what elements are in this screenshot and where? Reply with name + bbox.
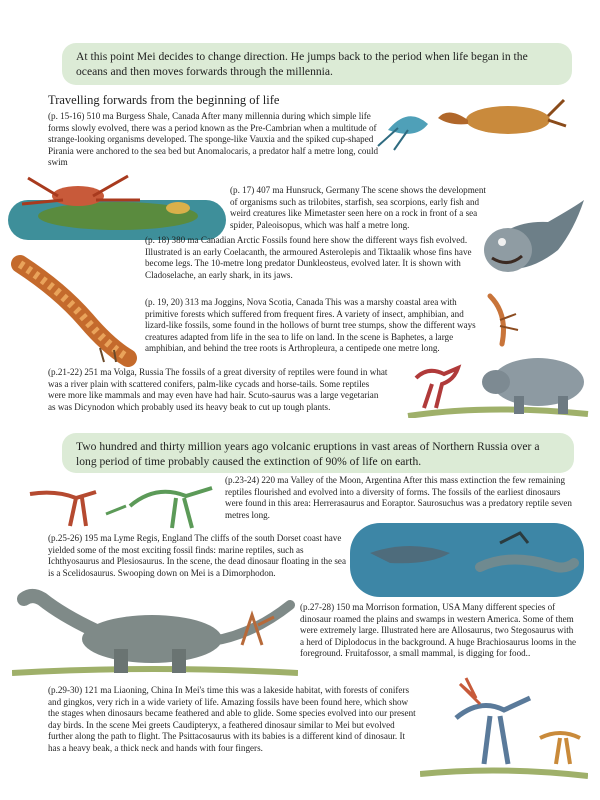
entry-p25-26: (p.25-26) 195 ma Lyme Regis, England The cliffs of the south Dorset coast have yielded some of the most exciting fossil finds: marine reptiles, such as Ichthyosaurus and Plesiosaurus. In the scene, the dead dinosaur floating in the sea is a Scelidosaurus. Swooping down on Mei is a Dimorphodon. (48, 533, 346, 578)
section-heading: Travelling forwards from the beginning of life (48, 93, 280, 107)
entry-p15-16: (p. 15-16) 510 ma Burgess Shale, Canada After many millennia during which simple life forms slowly evolved, there was a period known as the Pre-Cambrian when a multitude of strange-looking organisms developed. The sponge-like Vauxia and the spiked cup-shaped Pirania were anchored to the sea bed but Anomalocaris, a predator half a metre long, could swim (48, 111, 379, 168)
sea-spider-illustration (8, 170, 226, 240)
arthropleura-illustration (4, 250, 140, 370)
entry-p23-24: (p.23-24) 220 ma Valley of the Moon, Argentina After this mass extinction the few remaining reptiles flourished and evolved into a diversity of forms. The fossils of the earliest dinosaurs were found in this area: Herrerasaurus and Eoraptor. Saurosuchus was a predatory reptile seven metres long. (225, 475, 572, 520)
entry-p21-22: (p.21-22) 251 ma Volga, Russia The fossils of a great diversity of reptiles were found in what was a river plain with scattered conifers, palm-like cycads and horse-tails. Some reptiles were more like mammals and may even have had hair. Scuto-saurus was a large vegetarian as was Dicynodon which probably used its heavy beak to cut up tough plants. (48, 367, 388, 412)
extinction-box: Two hundred and thirty million years ago volcanic eruptions in vast areas of Northern Russia over a long period of time probably caused the extinction of 90% of life on earth. (62, 433, 574, 473)
early-dinosaurs-illustration (26, 470, 222, 530)
dunkleosteus-illustration (478, 190, 588, 286)
caudipteryx-illustration (420, 668, 588, 780)
entry-p17: (p. 17) 407 ma Hunsruck, Germany The scene shows the development of organisms such as trilobites, starfish, sea scorpions, early fish and weird creatures like Mimetaster seen here on a rock in front of a sea spider, Paleoisopus, which was half a metre long. (230, 185, 486, 230)
scutosaurus-illustration (388, 338, 594, 418)
brachiosaurus-illustration (12, 585, 298, 677)
entry-p27-28: (p.27-28) 150 ma Morrison formation, USA Many different species of dinosaur roamed the plains and swamps in western America. Some of them were extremely large. Illustrated here are Allosaurus, two Stegosaurus with a herd of Diplodocus in the background. A huge Brachiosaurus looms in the foreground. Fruitafossor, a small mammal, is digging for food.. (300, 602, 577, 659)
entry-p29-30: (p.29-30) 121 ma Liaoning, China In Mei's time this was a lakeside habitat, with forests of conifers and gingkos, very rich in a wide variety of life. Amazing fossils have been found here, which show the stages when dinosaurs became feathered and able to glide. Some species evolved into our present day birds. In the scene Mei greets Caudipteryx, a feathered dinosaur similar to Mei but evolved further along the path to flight. The Psittacosaurus with its babies is a different kind of dinosaur. It has a heavy beak, a thick neck and hands with four fingers. (48, 685, 416, 753)
intro-box: At this point Mei decides to change direction. He jumps back to the period when life began in the oceans and then moves forwards through the millennia. (62, 43, 572, 85)
marine-reptiles-illustration (350, 523, 584, 597)
entry-p18: (p. 18) 380 ma Canadian Arctic Fossils found here show the different ways fish evolved. Illustrated is an early Coelacanth, the armoured Asterolepis and Tiktaalik whose fins have become legs. The 10-metre long predator Dunkleosteus, evolved later. It is shown with Cladoselache, an early shark, in its jaws. (145, 235, 472, 280)
entry-p19-20: (p. 19, 20) 313 ma Joggins, Nova Scotia, Canada This was a marshy coastal area with primitive forests which suffered from frequent fires. A variety of insect, amphibian, and lizard-like fossils, some found in the hollows of burnt tree stumps, show the different ways creatures adapted from life in the sea to life on land. In the scene is Baphetes, a large amphibian, and behind the tree roots is Arthropleura, a centipede one metre long. (145, 297, 476, 354)
